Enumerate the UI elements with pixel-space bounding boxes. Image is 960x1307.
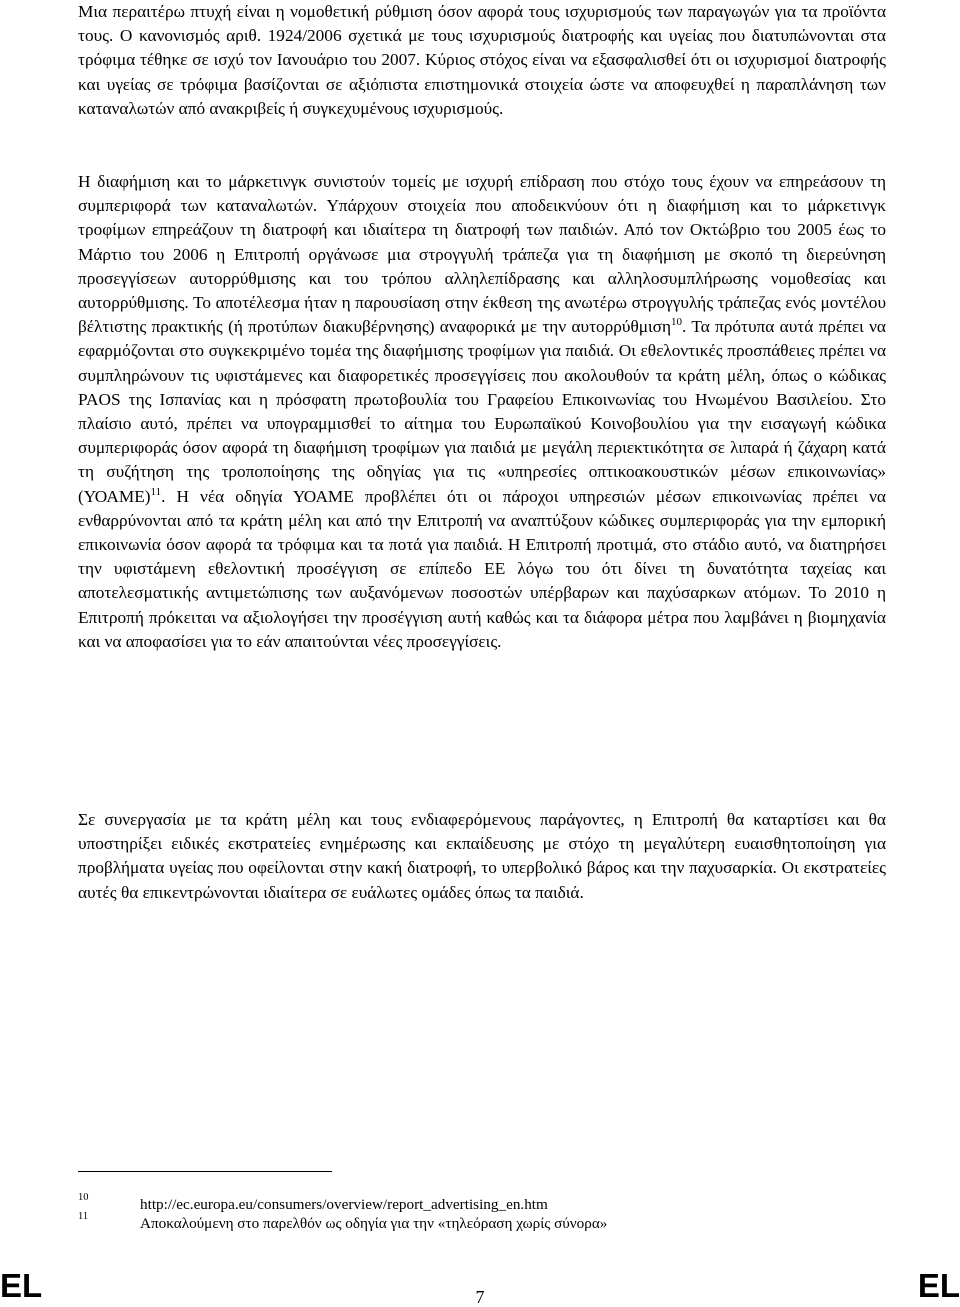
paragraph-health-claims (78, 0, 886, 121)
paragraph-text: Μια περαιτέρω πτυχή είναι η νομοθετική ρύθμιση όσον αφορά τους ισχυρισμούς των παραγωγών για τα προϊόντα τους. Ο κανονισμός αριθ. 1924/2006 σχετικά με τους ισχυρισμούς διατροφής και υγείας που διατυπώνονται στα τρόφιμα τέθηκε σε ισχύ τον Ιανουάριο του 2007. Κύριος στόχος είναι να εξασφαλισθεί ότι οι ισχυρισμοί διατροφής και υγείας σε τρόφιμα βασίζονται σε αξιόπιστα επιστημονικά στοιχεία ώστε να αποφευχθεί η παραπλάνηση των καταναλωτών από ανακριβείς ή συγκεχυμένους ισχυρισμούς. (78, 2, 886, 118)
paragraph-advertising (78, 170, 886, 654)
language-code-left: EL (0, 1267, 43, 1304)
page-number: 7 (475, 1287, 485, 1307)
footnote-text: Αποκαλούμενη στο παρελθόν ως οδηγία για την «τηλεόραση χωρίς σύνορα» (140, 1215, 608, 1232)
paragraph-text: . Τα πρότυπα αυτά πρέπει να εφαρμόζονται στο συγκεκριμένο τομέα της διαφήμισης τροφίμων για παιδιά. Οι εθελοντικές προσπάθειες πρέπει να συμπληρώνουν τις υφιστάμενες και διαφορετικές προσεγγίσεις που ακολουθούν τα κράτη μέλη, όπως ο κώδικας PAOS της Ισπανίας και η πρόσφατη πρωτοβουλία του Γραφείου Επικοινωνίας του Ηνωμένου Βασιλείου. Στο πλαίσιο αυτό, πρέπει να υπογραμμισθεί το αίτημα του Ευρωπαϊκού Κοινοβουλίου για την εισαγωγή κώδικα συμπεριφοράς όσον αφορά τη διαφήμιση τροφίμων για παιδιά με μεγάλη περιεκτικότητα σε λιπαρά ή ζάχαρη κατά τη συζήτηση της τροποποίησης της οδηγίας για τις «υπηρεσίες οπτικοακουστικών μέσων επικοινωνίας» (ΥΟΑΜΕ) (78, 317, 886, 506)
footnote-separator (78, 1171, 332, 1172)
footnote-link[interactable]: http://ec.europa.eu/consumers/overview/report_advertising_en.htm (140, 1196, 548, 1213)
footnote-number: 11 (78, 1211, 89, 1222)
footnote-ref-10[interactable]: 10 (671, 316, 683, 329)
paragraph-text: . Η νέα οδηγία ΥΟΑΜΕ προβλέπει ότι οι πάροχοι υπηρεσιών μέσων επικοινωνίας πρέπει να ενθαρρύνονται από τα κράτη μέλη και από την Επιτροπή να αναπτύξουν κώδικες συμπεριφοράς για την εμπορική επικοινωνία όσον αφορά τα τρόφιμα και τα ποτά για παιδιά. Η Επιτροπή προτιμά, στο στάδιο αυτό, να διατηρήσει την υφιστάμενη εθελοντική προσέγγιση σε επίπεδο ΕΕ λόγω του ότι δίνει τη δυνατότητα ταχείας και αποτελεσματικής αντιμετώπισης των αυξανόμενων ποσοστών υπέρβαρων και παχύσαρκων ατόμων. Το 2010 η Επιτροπή πρόκειται να αξιολογήσει την προσέγγιση αυτή καθώς και τα διάφορα μέτρα που λαμβάνει η βιομηχανία και να αποφασίσει για το εάν απαιτούνται νέες προσεγγίσεις. (78, 486, 886, 651)
footnote-ref-11[interactable]: 11 (150, 485, 162, 498)
language-code-right: EL (917, 1267, 960, 1304)
footnote-number: 10 (78, 1192, 89, 1203)
paragraph-campaigns (78, 808, 886, 905)
paragraph-text: Η διαφήμιση και το μάρκετινγκ συνιστούν τομείς με ισχυρή επίδραση που στόχο τους έχουν να επηρεάσουν τη συμπεριφορά των καταναλωτών. Υπάρχουν στοιχεία που αποδεικνύουν ότι η διαφήμιση και το μάρκετινγκ τροφίμων επηρεάζουν τη διατροφή και ιδιαίτερα τη διατροφή των παιδιών. Από τον Οκτώβριο του 2005 έως το Μάρτιο του 2006 η Επιτροπή οργάνωσε μια στρογγυλή τράπεζα για τη διαφήμιση με σκοπό τη διερεύνηση προσεγγίσεων αυτορρύθμισης και του τρόπου αλληλεπίδρασης και αλληλοσυμπλήρωσης νομοθεσίας και αυτορρύθμισης. Το αποτέλεσμα ήταν η παρουσίαση στην έκθεση της ανωτέρω στρογγυλής τράπεζας ενός μοντέλου βέλτιστης πρακτικής (ή προτύπων διακυβέρνησης) αναφορικά με την αυτορρύθμιση (78, 172, 886, 337)
paragraph-text: Σε συνεργασία με τα κράτη μέλη και τους ενδιαφερόμενους παράγοντες, η Επιτροπή θα καταρτίσει και θα υποστηρίξει ειδικές εκστρατείες ενημέρωσης και εκπαίδευσης με στόχο τη μεγαλύτερη ευαισθητοποίηση για προβλήματα υγείας που οφείλονται στην κακή διατροφή, το υπερβολικό βάρος και την παχυσαρκία. Οι εκστρατείες αυτές θα επικεντρώνονται ιδιαίτερα σε ευάλωτες ομάδες όπως τα παιδιά. (78, 810, 886, 902)
